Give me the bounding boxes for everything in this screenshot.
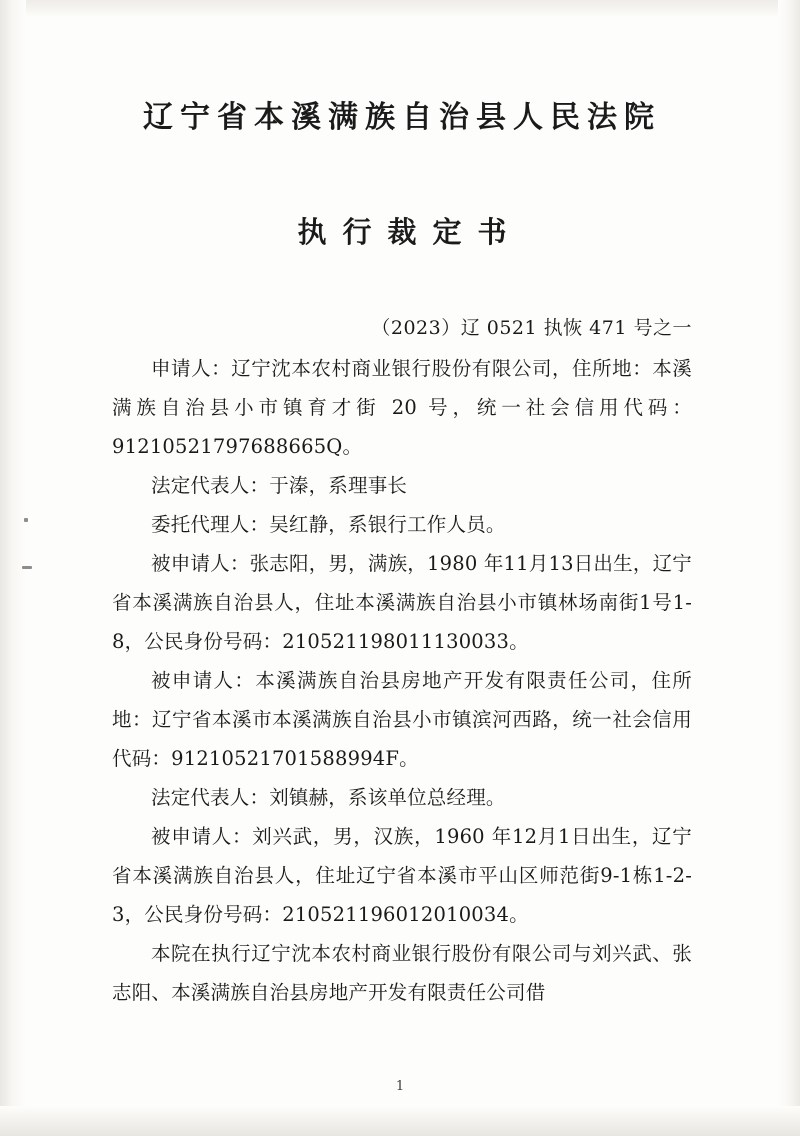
scan-edge-right [778,0,800,1136]
paragraph-case-summary: 本院在执行辽宁沈本农村商业银行股份有限公司与刘兴武、张志阳、本溪满族自治县房地产开发有限责任公司借 [112,942,692,1004]
scan-artifact-mark [22,566,32,569]
scan-artifact-mark [24,518,28,522]
document-content [112,0,692,1136]
paragraph-respondent-2: 被申请人：本溪满族自治县房地产开发有限责任公司，住所地：辽宁省本溪市本溪满族自治县小市镇滨河西路，统一社会信用代码：91210521701588994F。 [112,669,692,770]
document-body [112,349,692,1012]
case-number: （2023）辽 0521 执恢 471 号之一 [371,317,692,339]
paragraph-legal-representative-1: 法定代表人：于溱，系理事长 [151,474,408,497]
document-type-title: 执行裁定书 [297,215,523,249]
page-number: 1 [395,1079,405,1094]
scan-edge-left [0,0,26,1136]
paragraph-legal-representative-2: 法定代表人：刘镇赫，系该单位总经理。 [151,786,506,809]
paragraph-applicant: 申请人：辽宁沈本农村商业银行股份有限公司，住所地：本溪满族自治县小市镇育才街 20 号，统一社会信用代码：91210521797688665Q。 [112,357,692,458]
paragraph-respondent-3: 被申请人：刘兴武，男，汉族，1960 年12月1日出生，辽宁省本溪满族自治县人，住址辽宁省本溪市平山区师范街9-1栋1-2-3，公民身份号码：210521196012010034。 [112,825,692,926]
court-name-title: 辽宁省本溪满族自治县人民法院 [143,100,661,135]
paragraph-agent: 委托代理人：吴红静，系银行工作人员。 [151,513,506,536]
paragraph-respondent-1: 被申请人：张志阳，男，满族，1980 年11月13日出生，辽宁省本溪满族自治县人，住址本溪满族自治县小市镇林场南街1号1-8，公民身份号码：210521198011130033。 [112,552,692,653]
